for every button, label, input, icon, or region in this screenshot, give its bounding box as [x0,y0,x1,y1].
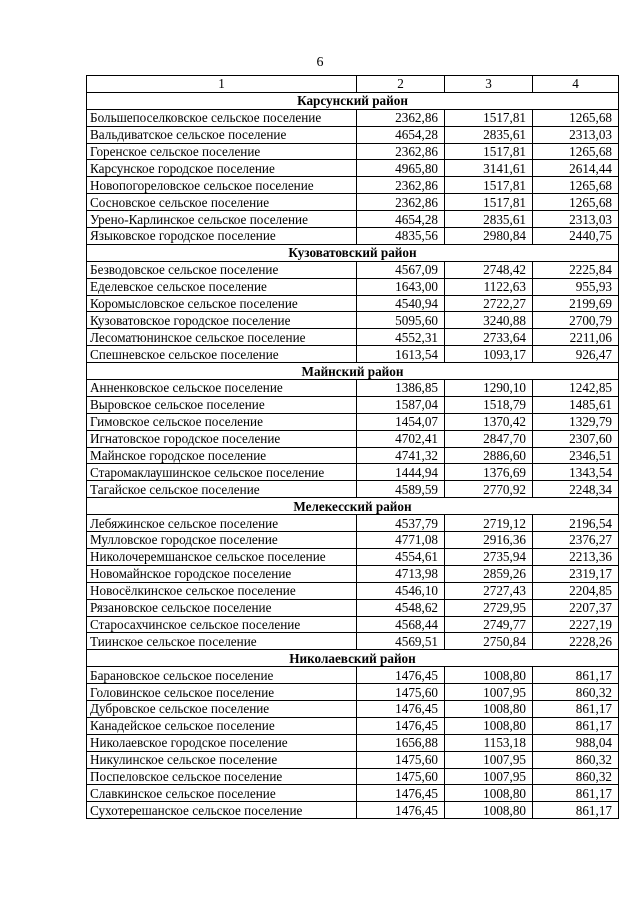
value-cell-col2: 1476,45 [357,717,445,734]
district-name: Мелекесский район [87,498,619,515]
value-cell-col4: 926,47 [533,346,619,363]
value-cell-col4: 2196,54 [533,515,619,532]
value-cell-col2: 1656,88 [357,734,445,751]
value-cell-col3: 3240,88 [445,312,533,329]
value-cell-col3: 1008,80 [445,785,533,802]
settlement-name-cell: Головинское сельское поселение [87,684,357,701]
table-row [87,532,619,549]
value-cell-col3: 1008,80 [445,717,533,734]
district-header-row [87,92,619,109]
value-cell-col3: 1517,81 [445,177,533,194]
settlement-name-cell: Старосахчинское сельское поселение [87,616,357,633]
value-cell-col2: 2362,86 [357,177,445,194]
value-cell-col4: 1265,68 [533,177,619,194]
value-cell-col4: 2227,19 [533,616,619,633]
column-header: 4 [533,76,619,93]
settlement-name-cell: Урено-Карлинское сельское поселение [87,211,357,228]
value-cell-col3: 2735,94 [445,548,533,565]
value-cell-col2: 4771,08 [357,532,445,549]
table-body [87,76,619,819]
settlement-name-cell: Безводовское сельское поселение [87,261,357,278]
value-cell-col3: 1008,80 [445,802,533,819]
value-cell-col2: 4741,32 [357,447,445,464]
value-cell-col4: 988,04 [533,734,619,751]
settlement-name-cell: Лебяжинское сельское поселение [87,515,357,532]
value-cell-col2: 4965,80 [357,160,445,177]
district-name: Николаевский район [87,650,619,667]
value-cell-col4: 1265,68 [533,194,619,211]
settlement-name-cell: Горенское сельское поселение [87,143,357,160]
settlement-name-cell: Старомаклаушинское сельское поселение [87,464,357,481]
settlement-name-cell: Барановское сельское поселение [87,667,357,684]
value-cell-col3: 2749,77 [445,616,533,633]
settlement-name-cell: Еделевское сельское поселение [87,278,357,295]
value-cell-col4: 1265,68 [533,109,619,126]
table-row [87,548,619,565]
table-row [87,684,619,701]
table-row [87,447,619,464]
table-row [87,329,619,346]
value-cell-col2: 4568,44 [357,616,445,633]
table-row [87,430,619,447]
value-cell-col3: 2729,95 [445,599,533,616]
value-cell-col3: 1517,81 [445,143,533,160]
settlement-name-cell: Канадейское сельское поселение [87,717,357,734]
value-cell-col4: 2313,03 [533,211,619,228]
table-row [87,160,619,177]
value-cell-col3: 1376,69 [445,464,533,481]
value-cell-col2: 1475,60 [357,684,445,701]
value-cell-col4: 2376,27 [533,532,619,549]
settlement-name-cell: Никулинское сельское поселение [87,751,357,768]
value-cell-col4: 861,17 [533,717,619,734]
value-cell-col3: 2722,27 [445,295,533,312]
table-row [87,464,619,481]
value-cell-col2: 1587,04 [357,396,445,413]
settlement-name-cell: Новосёлкинское сельское поселение [87,582,357,599]
table-row [87,126,619,143]
value-cell-col4: 2440,75 [533,228,619,245]
settlement-name-cell: Тиинское сельское поселение [87,633,357,650]
settlement-name-cell: Карсунское городское поселение [87,160,357,177]
value-cell-col4: 2307,60 [533,430,619,447]
settlement-name-cell: Николаевское городское поселение [87,734,357,751]
table-row [87,346,619,363]
value-cell-col4: 2213,36 [533,548,619,565]
value-cell-col4: 861,17 [533,785,619,802]
value-cell-col3: 2916,36 [445,532,533,549]
table-row [87,700,619,717]
district-header-row [87,650,619,667]
value-cell-col3: 1093,17 [445,346,533,363]
value-cell-col4: 860,32 [533,751,619,768]
table-row [87,143,619,160]
value-cell-col2: 1475,60 [357,768,445,785]
column-number-row [87,76,619,93]
value-cell-col2: 4548,62 [357,599,445,616]
value-cell-col2: 1613,54 [357,346,445,363]
settlement-name-cell: Новомайнское городское поселение [87,565,357,582]
value-cell-col2: 1444,94 [357,464,445,481]
value-cell-col4: 2211,06 [533,329,619,346]
value-cell-col2: 5095,60 [357,312,445,329]
value-cell-col2: 1476,45 [357,802,445,819]
table-row [87,109,619,126]
table-row [87,565,619,582]
value-cell-col2: 4654,28 [357,126,445,143]
table-row [87,785,619,802]
value-cell-col4: 2346,51 [533,447,619,464]
value-cell-col2: 4835,56 [357,228,445,245]
value-cell-col3: 1007,95 [445,768,533,785]
settlement-name-cell: Анненковское сельское поселение [87,380,357,397]
value-cell-col2: 4567,09 [357,261,445,278]
district-header-row [87,244,619,261]
table-row [87,515,619,532]
table-row [87,194,619,211]
settlement-name-cell: Гимовское сельское поселение [87,413,357,430]
table-row [87,717,619,734]
settlement-name-cell: Поспеловское сельское поселение [87,768,357,785]
value-cell-col4: 2614,44 [533,160,619,177]
table-row [87,295,619,312]
value-cell-col2: 4554,61 [357,548,445,565]
value-cell-col3: 2980,84 [445,228,533,245]
table-row [87,481,619,498]
value-cell-col4: 2248,34 [533,481,619,498]
value-cell-col3: 1007,95 [445,684,533,701]
value-cell-col4: 1329,79 [533,413,619,430]
table-row [87,616,619,633]
district-header-row [87,363,619,380]
value-cell-col3: 2835,61 [445,126,533,143]
value-cell-col4: 2207,37 [533,599,619,616]
table-row [87,396,619,413]
page-number: 6 [316,55,324,70]
table-row [87,278,619,295]
value-cell-col2: 1476,45 [357,700,445,717]
value-cell-col4: 1242,85 [533,380,619,397]
settlement-name-cell: Сухотерешанское сельское поселение [87,802,357,819]
value-cell-col4: 861,17 [533,667,619,684]
district-name: Карсунский район [87,92,619,109]
settlement-name-cell: Тагайское сельское поселение [87,481,357,498]
value-cell-col3: 1007,95 [445,751,533,768]
settlement-name-cell: Игнатовское городское поселение [87,430,357,447]
value-cell-col4: 2199,69 [533,295,619,312]
value-cell-col3: 2835,61 [445,211,533,228]
settlement-name-cell: Дубровское сельское поселение [87,700,357,717]
column-header: 1 [87,76,357,93]
value-cell-col3: 1517,81 [445,109,533,126]
value-cell-col3: 1290,10 [445,380,533,397]
value-cell-col4: 2319,17 [533,565,619,582]
value-cell-col4: 861,17 [533,700,619,717]
value-cell-col4: 2313,03 [533,126,619,143]
settlement-name-cell: Вальдиватское сельское поселение [87,126,357,143]
value-cell-col3: 1008,80 [445,667,533,684]
value-cell-col2: 1643,00 [357,278,445,295]
value-cell-col2: 4537,79 [357,515,445,532]
value-cell-col3: 2859,26 [445,565,533,582]
value-cell-col2: 4540,94 [357,295,445,312]
district-name: Кузоватовский район [87,244,619,261]
table-row [87,751,619,768]
value-cell-col3: 2770,92 [445,481,533,498]
value-cell-col4: 955,93 [533,278,619,295]
value-cell-col4: 1343,54 [533,464,619,481]
value-cell-col3: 2750,84 [445,633,533,650]
value-cell-col4: 860,32 [533,684,619,701]
value-cell-col3: 1008,80 [445,700,533,717]
table-row [87,599,619,616]
value-cell-col2: 1475,60 [357,751,445,768]
settlement-name-cell: Выровское сельское поселение [87,396,357,413]
settlement-name-cell: Коромысловское сельское поселение [87,295,357,312]
table-row [87,211,619,228]
value-cell-col2: 2362,86 [357,194,445,211]
value-cell-col4: 2204,85 [533,582,619,599]
table-row [87,380,619,397]
value-cell-col3: 1153,18 [445,734,533,751]
table-row [87,667,619,684]
value-cell-col2: 4546,10 [357,582,445,599]
value-cell-col3: 1370,42 [445,413,533,430]
table-row [87,177,619,194]
value-cell-col3: 2733,64 [445,329,533,346]
table-row [87,633,619,650]
value-cell-col2: 2362,86 [357,109,445,126]
settlement-name-cell: Майнское городское поселение [87,447,357,464]
value-cell-col2: 1454,07 [357,413,445,430]
settlement-name-cell: Николочеремшанское сельское поселение [87,548,357,565]
table-row [87,228,619,245]
table-row [87,261,619,278]
settlement-name-cell: Славкинское сельское поселение [87,785,357,802]
value-cell-col3: 1517,81 [445,194,533,211]
district-header-row [87,498,619,515]
column-header: 3 [445,76,533,93]
settlement-name-cell: Лесоматюнинское сельское поселение [87,329,357,346]
settlement-name-cell: Большепоселковское сельское поселение [87,109,357,126]
settlement-name-cell: Языковское городское поселение [87,228,357,245]
settlement-name-cell: Новопогореловское сельское поселение [87,177,357,194]
value-cell-col3: 2886,60 [445,447,533,464]
value-cell-col2: 4654,28 [357,211,445,228]
table-row [87,734,619,751]
value-cell-col3: 1122,63 [445,278,533,295]
table-row [87,413,619,430]
settlement-name-cell: Сосновское сельское поселение [87,194,357,211]
value-cell-col4: 861,17 [533,802,619,819]
settlement-name-cell: Кузоватовское городское поселение [87,312,357,329]
value-cell-col3: 2719,12 [445,515,533,532]
value-cell-col3: 2727,43 [445,582,533,599]
table-row [87,768,619,785]
column-header: 2 [357,76,445,93]
value-cell-col3: 3141,61 [445,160,533,177]
value-cell-col4: 860,32 [533,768,619,785]
value-cell-col2: 1386,85 [357,380,445,397]
value-cell-col3: 1518,79 [445,396,533,413]
settlement-name-cell: Спешневское сельское поселение [87,346,357,363]
value-cell-col2: 4702,41 [357,430,445,447]
value-cell-col3: 2748,42 [445,261,533,278]
value-cell-col4: 1485,61 [533,396,619,413]
value-cell-col4: 2700,79 [533,312,619,329]
value-cell-col2: 2362,86 [357,143,445,160]
value-cell-col2: 1476,45 [357,667,445,684]
table-row [87,312,619,329]
value-cell-col4: 2225,84 [533,261,619,278]
value-cell-col2: 4713,98 [357,565,445,582]
value-cell-col4: 1265,68 [533,143,619,160]
value-cell-col2: 4552,31 [357,329,445,346]
table-row [87,802,619,819]
table-row [87,582,619,599]
settlement-name-cell: Рязановское сельское поселение [87,599,357,616]
settlement-table [86,75,619,819]
value-cell-col3: 2847,70 [445,430,533,447]
district-name: Майнский район [87,363,619,380]
value-cell-col2: 1476,45 [357,785,445,802]
value-cell-col2: 4569,51 [357,633,445,650]
value-cell-col4: 2228,26 [533,633,619,650]
value-cell-col2: 4589,59 [357,481,445,498]
settlement-name-cell: Мулловское городское поселение [87,532,357,549]
